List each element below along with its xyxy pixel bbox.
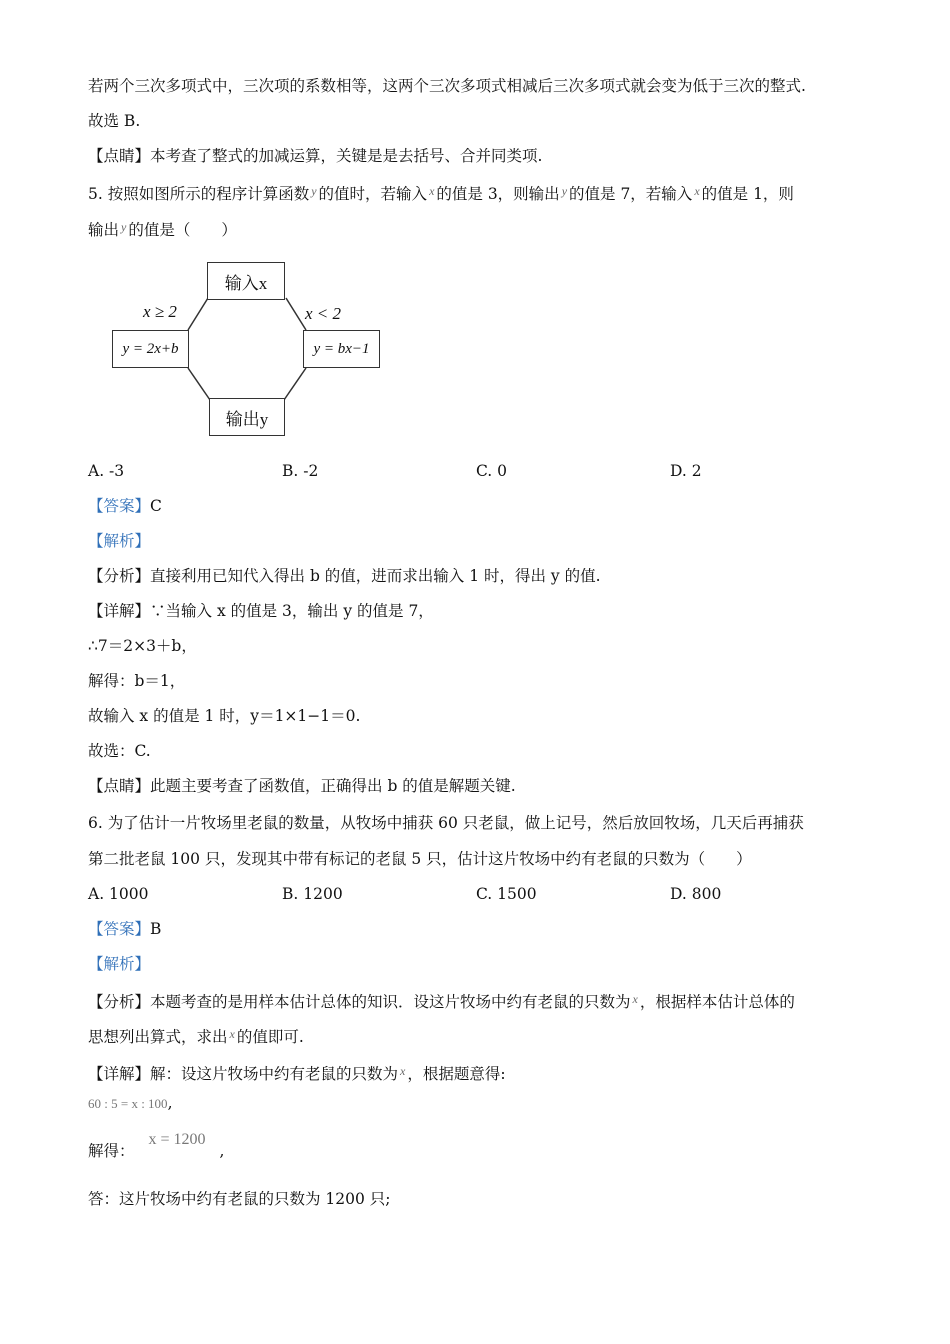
- var-x: x: [694, 184, 700, 198]
- equation-tail: ,: [167, 1094, 173, 1112]
- option-a[interactable]: A. 1000: [88, 885, 149, 903]
- var-x: x: [229, 1027, 235, 1041]
- text-line: 若两个三次多项式中，三次项的系数相等，这两个三次多项式相减后三次多项式就会变为低于三次的整式.: [88, 77, 806, 95]
- detail-tag: 【详解】: [88, 602, 151, 620]
- final-answer-line: 答：这片牧场中约有老鼠的只数为 1200 只;: [88, 1190, 391, 1208]
- answer-line: [88, 918, 161, 940]
- solution-equation: x = 1200: [148, 1131, 206, 1148]
- question-5-stem-2: [88, 216, 237, 241]
- program-flowchart: [110, 258, 390, 440]
- question-6-stem: 6. 为了估计一片牧场里老鼠的数量，从牧场中捕获 60 只老鼠，做上记号，然后放回牧场，几天后再捕获: [88, 814, 804, 832]
- analysis-line-2: [88, 1023, 304, 1048]
- comment-text: 此题主要考查了函数值，正确得出 b 的值是解题关键.: [150, 777, 516, 795]
- stem-part: 的值时，若输入: [318, 185, 428, 203]
- solution-step: 故选：C.: [88, 742, 151, 760]
- var-y: y: [561, 184, 568, 198]
- question-6-stem-2: 第二批老鼠 100 只，发现其中带有标记的老鼠 5 只，估计这片牧场中约有老鼠的只数为（ ）: [88, 850, 752, 868]
- option-b[interactable]: B. -2: [282, 462, 319, 480]
- proportion-equation: 60 : 5 = x : 100: [88, 1096, 168, 1111]
- comment-tag: 【点睛】: [88, 147, 151, 165]
- var-y: y: [121, 220, 127, 234]
- answer-value: C: [150, 497, 162, 515]
- option-b[interactable]: B. 1200: [282, 885, 343, 903]
- detail-line: [88, 600, 434, 622]
- solution-step: ∴7＝2×3＋b，: [88, 637, 197, 655]
- equation-line: [88, 1092, 173, 1115]
- analysis-text: ，根据样本估计总体的: [639, 993, 795, 1011]
- var-y: y: [311, 184, 317, 198]
- text-line: 故选 B.: [88, 112, 141, 130]
- analysis-line: [88, 565, 601, 587]
- detail-tag: 【详解】: [88, 1065, 151, 1083]
- analysis-tag: 【解析】: [88, 532, 151, 550]
- detail-line: [88, 1060, 506, 1085]
- comment-text: 本考查了整式的加减运算，关键是是去括号、合并同类项.: [150, 147, 543, 165]
- stem-part: 的值是 7，若输入: [569, 185, 693, 203]
- analysis-heading: [88, 953, 150, 975]
- option-a[interactable]: A. -3: [88, 462, 125, 480]
- solution-step: 故输入 x 的值是 1 时，y＝1×1−1＝0.: [88, 707, 361, 725]
- analysis-text: 思想列出算式，求出: [88, 1028, 228, 1046]
- var-x: x: [400, 1064, 406, 1078]
- solution-line: [88, 1131, 225, 1163]
- comment-line: [88, 145, 542, 167]
- input-box: 输入x: [207, 262, 285, 300]
- left-formula-box: y = 2x+b: [112, 330, 189, 368]
- detail-text: ，根据题意得:: [407, 1065, 506, 1083]
- option-c[interactable]: C. 1500: [476, 885, 537, 903]
- solution-step: 解得：b＝1，: [88, 672, 186, 690]
- answer-tag: 【答案】: [88, 497, 151, 515]
- analysis-text: 本题考查的是用样本估计总体的知识．设这片牧场中约有老鼠的只数为: [150, 993, 631, 1011]
- comment-line: [88, 775, 516, 797]
- right-formula-box: y = bx−1: [303, 330, 380, 368]
- var-x: x: [429, 184, 435, 198]
- option-d[interactable]: D. 800: [670, 885, 722, 903]
- analysis-tag: 【解析】: [88, 955, 151, 973]
- answer-value: B: [150, 920, 162, 938]
- analysis-line: [88, 988, 795, 1013]
- detail-text: ∵当输入 x 的值是 3，输出 y 的值是 7，: [150, 602, 434, 620]
- analysis-text: 直接利用已知代入得出 b 的值，进而求出输入 1 时，得出 y 的值.: [150, 567, 601, 585]
- comment-tag: 【点睛】: [88, 777, 151, 795]
- stem-part: 的值是 3，则输出: [436, 185, 560, 203]
- output-box: 输出y: [209, 398, 285, 436]
- question-5-stem: [88, 180, 794, 205]
- stem-part: 的值是 1，则: [701, 185, 794, 203]
- analysis-tag: 【分析】: [88, 567, 151, 585]
- option-d[interactable]: D. 2: [670, 462, 702, 480]
- analysis-heading: [88, 530, 150, 552]
- answer-tag: 【答案】: [88, 920, 151, 938]
- detail-text: 解：设这片牧场中约有老鼠的只数为: [150, 1065, 399, 1083]
- stem-part: 的值是（ ）: [128, 221, 237, 239]
- stem-part: 5. 按照如图所示的程序计算函数: [88, 185, 310, 203]
- left-condition: x ≥ 2: [143, 302, 177, 321]
- analysis-tag: 【分析】: [88, 993, 151, 1011]
- equation-tail: ,: [219, 1142, 225, 1160]
- option-c[interactable]: C. 0: [476, 462, 508, 480]
- stem-part: 输出: [88, 221, 120, 239]
- analysis-text: 的值即可.: [236, 1028, 304, 1046]
- right-condition: x < 2: [305, 304, 342, 323]
- var-x: x: [632, 992, 638, 1006]
- solution-label: 解得：: [88, 1142, 135, 1160]
- answer-line: [88, 495, 162, 517]
